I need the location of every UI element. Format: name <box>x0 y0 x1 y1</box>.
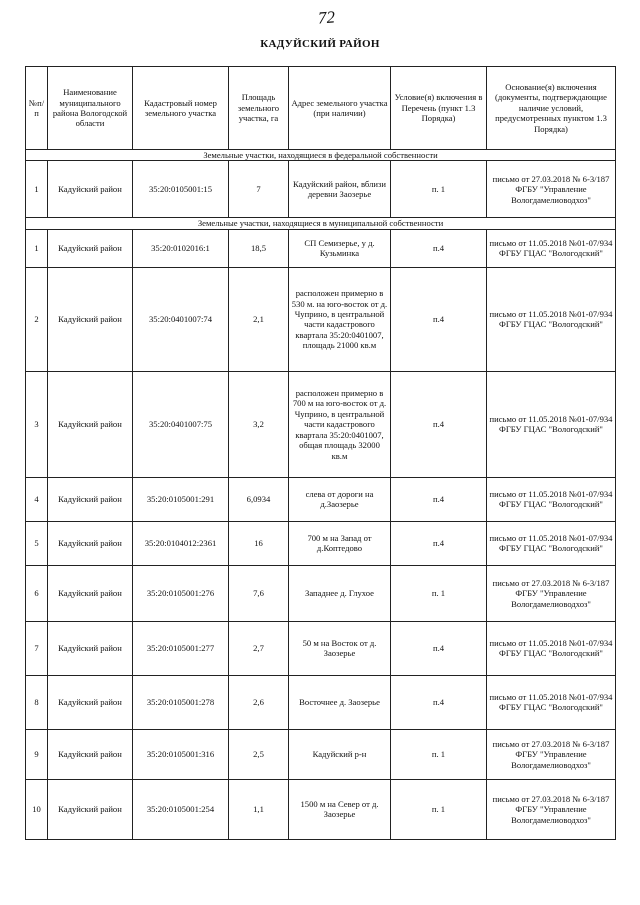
cell-cadastral: 35:20:0401007:74 <box>133 267 229 371</box>
cell-district: Кадуйский район <box>48 779 133 839</box>
page-number: 72 <box>317 7 336 28</box>
cell-address: Кадуйский район, вблизи деревни Заозерье <box>289 161 391 218</box>
cell-number: 4 <box>26 477 48 521</box>
table-row <box>26 267 616 371</box>
cell-number: 9 <box>26 729 48 779</box>
cell-area: 6,0934 <box>229 477 289 521</box>
cell-condition: п.4 <box>391 621 487 675</box>
cell-address: 700 м на Запад от д.Коптедово <box>289 521 391 565</box>
table-body <box>26 150 616 840</box>
cell-district: Кадуйский район <box>48 621 133 675</box>
header-address: Адрес земельного участка (при наличии) <box>289 67 391 150</box>
cell-basis: письмо от 11.05.2018 №01-07/934 ФГБУ ГЦАС "Вологодский" <box>487 267 616 371</box>
cell-area: 2,1 <box>229 267 289 371</box>
cell-condition: п. 1 <box>391 161 487 218</box>
cell-basis: письмо от 11.05.2018 №01-07/934 ФГБУ ГЦАС "Вологодский" <box>487 675 616 729</box>
cell-area: 7,6 <box>229 565 289 621</box>
cell-number: 5 <box>26 521 48 565</box>
cell-address: Восточнее д. Заозерье <box>289 675 391 729</box>
cell-basis: письмо от 27.03.2018 № 6-3/187 ФГБУ "Управление Вологдамелиоводхоз" <box>487 161 616 218</box>
table-header-row <box>26 67 616 150</box>
cell-number: 1 <box>26 161 48 218</box>
cell-basis: письмо от 11.05.2018 №01-07/934 ФГБУ ГЦАС "Вологодский" <box>487 371 616 477</box>
cell-condition: п.4 <box>391 477 487 521</box>
cell-basis: письмо от 11.05.2018 №01-07/934 ФГБУ ГЦАС "Вологодский" <box>487 477 616 521</box>
table-row <box>26 565 616 621</box>
header-district: Наименование муниципального района Вологодской области <box>48 67 133 150</box>
cell-condition: п. 1 <box>391 779 487 839</box>
cell-cadastral: 35:20:0104012:2361 <box>133 521 229 565</box>
table-row <box>26 675 616 729</box>
header-area: Площадь земельного участка, га <box>229 67 289 150</box>
table-row <box>26 621 616 675</box>
cell-number: 8 <box>26 675 48 729</box>
cell-cadastral: 35:20:0102016:1 <box>133 229 229 267</box>
cell-district: Кадуйский район <box>48 521 133 565</box>
table-row <box>26 229 616 267</box>
cell-number: 7 <box>26 621 48 675</box>
cell-area: 1,1 <box>229 779 289 839</box>
cell-district: Кадуйский район <box>48 565 133 621</box>
cell-cadastral: 35:20:0105001:15 <box>133 161 229 218</box>
cell-cadastral: 35:20:0105001:277 <box>133 621 229 675</box>
cell-district: Кадуйский район <box>48 229 133 267</box>
cell-condition: п. 1 <box>391 729 487 779</box>
cell-condition: п.4 <box>391 675 487 729</box>
header-cadastral: Кадастровый номер земельного участка <box>133 67 229 150</box>
table-row <box>26 521 616 565</box>
section-header-row <box>26 150 616 161</box>
cell-cadastral: 35:20:0105001:276 <box>133 565 229 621</box>
cell-number: 10 <box>26 779 48 839</box>
cell-address: Кадуйский р-н <box>289 729 391 779</box>
table-row <box>26 729 616 779</box>
section-header-row <box>26 218 616 229</box>
cell-address: расположен примерно в 700 м на юго-восток от д. Чуприно, в центральной части кадастрового квартала 35:20:0401007, общая площадь 32000 кв.м <box>289 371 391 477</box>
cell-number: 2 <box>26 267 48 371</box>
cell-address: слева от дороги на д.Заозерье <box>289 477 391 521</box>
cell-number: 3 <box>26 371 48 477</box>
cell-condition: п.4 <box>391 229 487 267</box>
cell-district: Кадуйский район <box>48 267 133 371</box>
cell-district: Кадуйский район <box>48 371 133 477</box>
cell-area: 18,5 <box>229 229 289 267</box>
cell-area: 2,5 <box>229 729 289 779</box>
cell-basis: письмо от 27.03.2018 № 6-3/187 ФГБУ "Управление Вологдамелиоводхоз" <box>487 729 616 779</box>
cell-cadastral: 35:20:0105001:316 <box>133 729 229 779</box>
section-title: Земельные участки, находящиеся в федеральной собственности <box>26 150 616 161</box>
cell-area: 7 <box>229 161 289 218</box>
cell-address: расположен примерно в 530 м. на юго-восток от д. Чуприно, в центральной части кадастрового квартала 35:20:0401007, площадь 21000 кв.м <box>289 267 391 371</box>
cell-cadastral: 35:20:0105001:278 <box>133 675 229 729</box>
table-row <box>26 477 616 521</box>
cell-address: Западнее д. Глухое <box>289 565 391 621</box>
cell-area: 16 <box>229 521 289 565</box>
cell-condition: п.4 <box>391 267 487 371</box>
cell-basis: письмо от 27.03.2018 № 6-3/187 ФГБУ "Управление Вологдамелиоводхоз" <box>487 565 616 621</box>
cell-address: 50 м на Восток от д. Заозерье <box>289 621 391 675</box>
cell-number: 1 <box>26 229 48 267</box>
cell-condition: п. 1 <box>391 565 487 621</box>
cell-cadastral: 35:20:0401007:75 <box>133 371 229 477</box>
cell-district: Кадуйский район <box>48 477 133 521</box>
cell-address: 1500 м на Север от д. Заозерье <box>289 779 391 839</box>
table-row <box>26 371 616 477</box>
header-number: №п/п <box>26 67 48 150</box>
cell-address: СП Семизерье, у д. Кузьминка <box>289 229 391 267</box>
cell-district: Кадуйский район <box>48 675 133 729</box>
table-row <box>26 161 616 218</box>
cell-district: Кадуйский район <box>48 729 133 779</box>
cell-basis: письмо от 11.05.2018 №01-07/934 ФГБУ ГЦАС "Вологодский" <box>487 521 616 565</box>
cell-district: Кадуйский район <box>48 161 133 218</box>
cell-basis: письмо от 11.05.2018 №01-07/934 ФГБУ ГЦАС "Вологодский" <box>487 229 616 267</box>
cell-cadastral: 35:20:0105001:291 <box>133 477 229 521</box>
cell-cadastral: 35:20:0105001:254 <box>133 779 229 839</box>
cell-condition: п.4 <box>391 371 487 477</box>
cell-area: 3,2 <box>229 371 289 477</box>
section-title: Земельные участки, находящиеся в муниципальной собственности <box>26 218 616 229</box>
header-condition: Условие(я) включения в Перечень (пункт 1.3 Порядка) <box>391 67 487 150</box>
cell-condition: п.4 <box>391 521 487 565</box>
cell-area: 2,6 <box>229 675 289 729</box>
cell-number: 6 <box>26 565 48 621</box>
cell-basis: письмо от 11.05.2018 №01-07/934 ФГБУ ГЦАС "Вологодский" <box>487 621 616 675</box>
cell-area: 2,7 <box>229 621 289 675</box>
header-basis: Основание(я) включения (документы, подтверждающие наличие условий, предусмотренных пунктом 1.3 Порядка) <box>487 67 616 150</box>
land-plots-table <box>25 66 616 840</box>
document-title: КАДУЙСКИЙ РАЙОН <box>260 38 380 50</box>
table-row <box>26 779 616 839</box>
cell-basis: письмо от 27.03.2018 № 6-3/187 ФГБУ "Управление Вологдамелиоводхоз" <box>487 779 616 839</box>
